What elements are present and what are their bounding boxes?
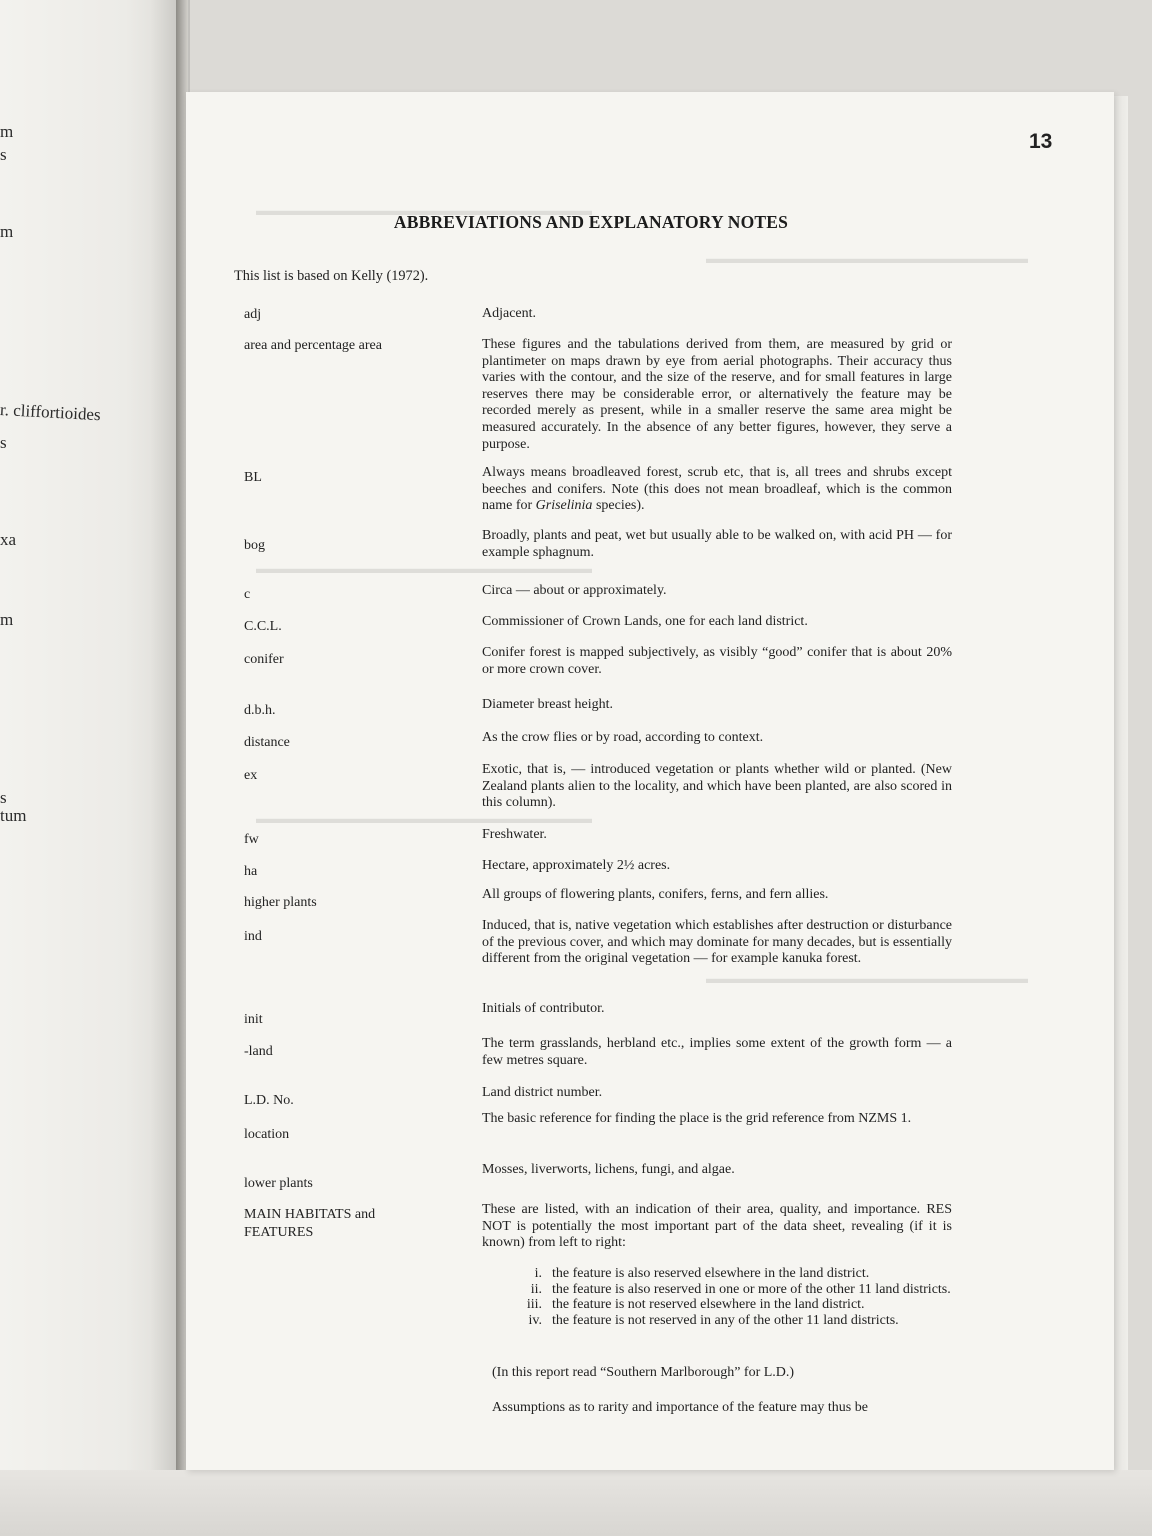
list-item	[492, 1266, 962, 1282]
bleed-through: ▬▬▬▬▬▬▬▬▬▬▬▬▬▬▬▬▬▬▬▬▬▬▬▬	[256, 812, 592, 827]
left-page-fragment: m	[0, 222, 14, 241]
term-definition: Adjacent.	[482, 306, 537, 321]
left-page	[0, 0, 180, 1536]
list-item	[492, 1297, 962, 1313]
term-label: L.D. No.	[244, 1093, 294, 1108]
term-label: distance	[244, 735, 290, 750]
term-definition: Initials of contributor.	[482, 1001, 605, 1016]
report-note: (In this report read “Southern Marlborough” for L.D.)	[492, 1365, 795, 1380]
term-definition: These figures and the tabulations derived from them, are measured by grid or plantimeter on maps drawn by eye from aerial photographs. Their accuracy thus varies with the contour, and the size of the reserve, and for small features in large reserves there may be considerable error, or alternatively the feature may be recorded merely as present, while in a smaller reserve the same area might be measured accurately. In the absence of any better figures, however, they serve a purpose.	[482, 337, 952, 452]
page-edge	[1114, 96, 1128, 1470]
list-item-text: the feature is also reserved in one or more of the other 11 land districts.	[552, 1281, 951, 1297]
closing-line: Assumptions as to rarity and importance of the feature may thus be	[492, 1400, 868, 1415]
page-number: 13	[1029, 130, 1053, 153]
list-item	[492, 1282, 962, 1298]
term-label: location	[244, 1127, 290, 1142]
list-numeral: iii.	[526, 1297, 542, 1312]
term-definition: Freshwater.	[482, 827, 547, 842]
term-definition: The term grasslands, herbland etc., implies some extent of the growth form — a few metres square.	[482, 1036, 952, 1068]
term-definition: Conifer forest is mapped subjectively, as visibly “good” conifer that is about 20% or more crown cover.	[482, 645, 952, 677]
term-definition: Diameter breast height.	[482, 697, 614, 712]
term-label: adj	[244, 307, 262, 322]
term-label: ind	[244, 929, 262, 944]
term-label: -land	[244, 1044, 273, 1059]
left-page-fragment: m	[0, 610, 14, 629]
term-label: lower plants	[244, 1176, 313, 1191]
term-definition: These are listed, with an indication of their area, quality, and importance. RES NOT is potentially the most important part of the data sheet, revealing (if it is known) from left to right:	[482, 1202, 952, 1251]
term-label: bog	[244, 538, 265, 553]
bleed-through: ▬▬▬▬▬▬▬▬▬▬▬▬▬▬▬▬▬▬▬▬▬▬▬	[706, 972, 1028, 987]
bleed-through: ▬▬▬▬▬▬▬▬▬▬▬▬▬▬▬▬▬▬▬▬▬▬▬▬	[256, 562, 592, 577]
term-label: higher plants	[244, 895, 317, 910]
bleed-through: ▬▬▬▬▬▬▬▬▬▬▬▬▬▬▬▬▬▬▬▬▬▬▬	[706, 252, 1028, 267]
left-page-fragment: s	[0, 145, 7, 164]
term-definition: All groups of flowering plants, conifers, ferns, and fern allies.	[482, 887, 829, 902]
term-label: c	[244, 587, 251, 602]
term-definition: Mosses, liverworts, lichens, fungi, and algae.	[482, 1162, 735, 1177]
term-definition: Commissioner of Crown Lands, one for each land district.	[482, 614, 808, 629]
list-numeral: i.	[534, 1266, 542, 1281]
term-label: conifer	[244, 652, 284, 667]
left-page-fragment: s	[0, 433, 7, 452]
table-surface	[0, 1470, 1152, 1536]
term-label: MAIN HABITATS and FEATURES	[244, 1207, 376, 1240]
term-definition: The basic reference for finding the place is the grid reference from NZMS 1.	[482, 1111, 912, 1126]
term-label: C.C.L.	[244, 619, 282, 634]
term-definition: Induced, that is, native vegetation which establishes after destruction or disturbance of the previous cover, and which may dominate for many decades, but is essentially different from the original vegetation — for example kanuka forest.	[482, 918, 952, 967]
reservation-status-list	[492, 1266, 962, 1328]
document-page	[186, 92, 1114, 1470]
term-label: BL	[244, 470, 262, 485]
term-definition: Exotic, that is, — introduced vegetation or plants whether wild or planted. (New Zealand plants alien to the locality, and which have been planted, are also scored in this column).	[482, 762, 952, 811]
term-label: fw	[244, 832, 259, 847]
list-item	[492, 1313, 962, 1329]
bleed-through: ▬▬▬▬▬▬▬▬▬▬▬▬▬▬▬▬▬▬▬▬▬▬▬▬	[256, 204, 592, 219]
term-label: ex	[244, 768, 258, 783]
list-item-text: the feature is not reserved elsewhere in the land district.	[552, 1297, 865, 1312]
left-page-fragment: xa	[0, 530, 17, 549]
term-label: ha	[244, 864, 258, 879]
page-title: ABBREVIATIONS AND EXPLANATORY NOTES	[393, 212, 789, 232]
left-page-fragment: s	[0, 788, 7, 807]
term-label: init	[244, 1012, 263, 1027]
list-item-text: the feature is also reserved elsewhere in the land district.	[552, 1266, 870, 1281]
term-definition: As the crow flies or by road, according to context.	[482, 730, 764, 745]
term-label: area and percentage area	[244, 338, 382, 353]
term-definition: Always means broadleaved forest, scrub etc, that is, all trees and shrubs except beeches and conifers. Note (this does not mean broadleaf, which is the common name for Griselinia species).	[482, 465, 952, 514]
list-numeral: iv.	[528, 1312, 542, 1328]
left-page-fragment: m	[0, 122, 14, 141]
list-numeral: ii.	[530, 1281, 542, 1297]
left-page-fragment: tum	[0, 806, 27, 825]
left-page-fragment: r. cliffortioides	[0, 400, 102, 425]
term-label: d.b.h.	[244, 703, 276, 718]
term-definition: Hectare, approximately 2½ acres.	[482, 858, 671, 873]
list-item-text: the feature is not reserved in any of the other 11 land districts.	[552, 1312, 899, 1328]
term-definition: Land district number.	[482, 1085, 603, 1100]
term-definition: Circa — about or approximately.	[482, 583, 667, 598]
intro-text: This list is based on Kelly (1972).	[234, 268, 429, 284]
term-definition: Broadly, plants and peat, wet but usually able to be walked on, with acid PH — for example sphagnum.	[482, 528, 952, 560]
